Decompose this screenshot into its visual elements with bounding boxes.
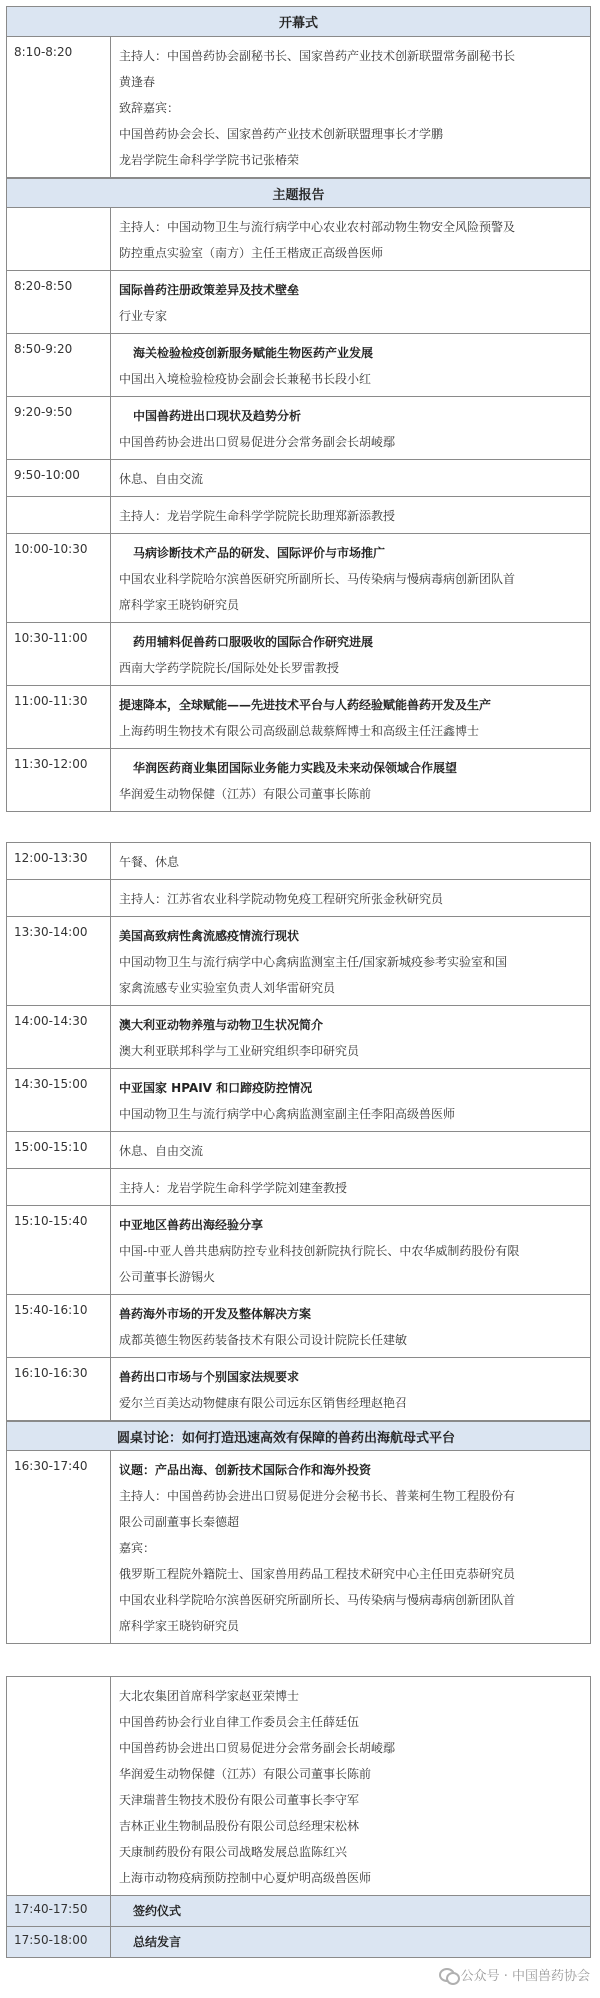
talk-topic: 海关检验检疫创新服务赋能生物医药产业发展 [133,346,374,360]
agenda-row: 8:20-8:50 国际兽药注册政策差异及技术壁垒 行业专家 [7,271,590,334]
agenda-table-closing [6,1676,591,1958]
agenda-row: 16:10-16:30 兽药出口市场与个别国家法规要求 爱尔兰百美达动物健康有限公司远东区销售经理赵艳召 [7,1358,590,1421]
agenda-row: 10:30-11:00 药用辅料促兽药口服吸收的国际合作研究进展 西南大学药学院院长/国际处处长罗雷教授 [7,623,590,686]
talk-topic: 华润医药商业集团国际业务能力实践及未来动保领域合作展望 [133,761,458,775]
talk-topic: 议题：产品出海、创新技术国际合作和海外投资 [119,1463,372,1477]
agenda-row: 13:30-14:00 美国高致病性禽流感疫情流行现状 中国动物卫生与流行病学中心禽病监测室主任/国家新城疫参考实验室和国 家禽流感专业实验室负责人刘华雷研究员 [7,917,590,1006]
agenda-row: 主持人：龙岩学院生命科学学院院长助理郑新添教授 [7,497,590,534]
agenda-row [7,37,590,178]
agenda-row: 12:00-13:30 午餐、休息 [7,843,590,880]
talk-topic: 总结发言 [133,1935,182,1949]
watermark: 公众号 · 中国兽药协会 [439,1965,590,1984]
agenda-row: 10:00-10:30 马病诊断技术产品的研发、国际评价与市场推广 中国农业科学院哈尔滨兽医研究所副所长、马传染病与慢病毒病创新团队首 席科学家王晓钧研究员 [7,534,590,623]
agenda-row: 11:30-12:00 华润医药商业集团国际业务能力实践及未来动保领域合作展望 华润爱生动物保健（江苏）有限公司董事长陈前 [7,749,590,811]
agenda-row: 15:40-16:10 兽药海外市场的开发及整体解决方案 成都英德生物医药装备技术有限公司设计院院长任建敏 [7,1295,590,1358]
agenda-row: 主持人：龙岩学院生命科学学院刘建奎教授 [7,1169,590,1206]
talk-topic: 美国高致病性禽流感疫情流行现状 [119,929,300,943]
time-cell: 8:10-8:20 [7,37,111,177]
talk-topic: 马病诊断技术产品的研发、国际评价与市场推广 [133,546,386,560]
agenda-row: 9:20-9:50 中国兽药进出口现状及趋势分析 中国兽药协会进出口贸易促进分会常务副会长胡崚鄢 [7,397,590,460]
talk-topic: 药用辅料促兽药口服吸收的国际合作研究进展 [133,635,374,649]
section-header-opening: 开幕式 [7,7,590,37]
content-cell: 主持人：中国兽药协会副秘书长、国家兽药产业技术创新联盟常务副秘书长 黄逢春 致辞嘉宾： 中国兽药协会会长、国家兽药产业技术创新联盟理事长才学鹏 龙岩学院生命科学学院书记张椿荣 [119,49,516,167]
agenda-table-morning [6,6,591,812]
agenda-row: 大北农集团首席科学家赵亚荣博士 中国兽药协会行业自律工作委员会主任薛廷伍 中国兽药协会进出口贸易促进分会常务副会长胡崚鄢 华润爱生动物保健（江苏）有限公司董事长陈前 天津瑞普生物技术股份有限公司董事长李守军 吉林正业生物制品股份有限公司总经理宋松林 天康制药股份有限公司战略发展总监陈红兴 上海市动物疫病预防控制中心夏炉明高级兽医师 [7,1677,590,1896]
section-header-roundtable: 圆桌讨论：如何打造迅速高效有保障的兽药出海航母式平台 [7,1421,590,1451]
agenda-row: 16:30-17:40 议题：产品出海、创新技术国际合作和海外投资 主持人：中国兽药协会进出口贸易促进分会秘书长、普莱柯生物工程股份有 限公司副董事长秦德超 嘉宾： 俄罗斯工程院外籍院士、国家兽用药品工程技术研究中心主任田克恭研究员 中国农业科学院哈尔滨兽医研究所副所长、马传染病与慢病毒病创新团队首 席科学家王晓钧研究员 [7,1451,590,1643]
agenda-row: 主持人：中国动物卫生与流行病学中心农业农村部动物生物安全风险预警及 防控重点实验室（南方）主任王楷宬正高级兽医师 [7,208,590,271]
agenda-row: 14:00-14:30 澳大利亚动物养殖与动物卫生状况简介 澳大利亚联邦科学与工业研究组织李印研究员 [7,1006,590,1069]
agenda-row: 14:30-15:00 中亚国家 HPAIV 和口蹄疫防控情况 中国动物卫生与流行病学中心禽病监测室副主任李阳高级兽医师 [7,1069,590,1132]
wechat-icon [439,1967,457,1983]
agenda-row: 9:50-10:00 休息、自由交流 [7,460,590,497]
talk-topic: 兽药出口市场与个别国家法规要求 [119,1370,300,1384]
section-header-keynote: 主题报告 [7,178,590,208]
talk-topic: 国际兽药注册政策差异及技术壁垒 [119,283,300,297]
agenda-row: 17:50-18:00 总结发言 [7,1927,590,1957]
talk-topic: 提速降本，全球赋能——先进技术平台与人药经验赋能兽药开发及生产 [119,698,492,712]
agenda-row: 8:50-9:20 海关检验检疫创新服务赋能生物医药产业发展 中国出入境检验检疫协会副会长兼秘书长段小红 [7,334,590,397]
agenda-row: 15:10-15:40 中亚地区兽药出海经验分享 中国-中亚人兽共患病防控专业科技创新院执行院长、中农华威制药股份有限 公司董事长游锡火 [7,1206,590,1295]
talk-topic: 澳大利亚动物养殖与动物卫生状况简介 [119,1018,324,1032]
talk-topic: 兽药海外市场的开发及整体解决方案 [119,1307,312,1321]
talk-topic: 中亚国家 HPAIV 和口蹄疫防控情况 [119,1081,313,1095]
agenda-row: 主持人：江苏省农业科学院动物免疫工程研究所张金秋研究员 [7,880,590,917]
talk-topic: 中亚地区兽药出海经验分享 [119,1218,264,1232]
talk-topic: 中国兽药进出口现状及趋势分析 [133,409,302,423]
talk-topic: 签约仪式 [133,1904,182,1918]
agenda-row: 11:00-11:30 提速降本，全球赋能——先进技术平台与人药经验赋能兽药开发及生产 上海药明生物技术有限公司高级副总裁蔡辉博士和高级主任汪鑫博士 [7,686,590,749]
agenda-table-afternoon [6,842,591,1644]
agenda-row: 17:40-17:50 签约仪式 [7,1896,590,1927]
agenda-row: 15:00-15:10 休息、自由交流 [7,1132,590,1169]
